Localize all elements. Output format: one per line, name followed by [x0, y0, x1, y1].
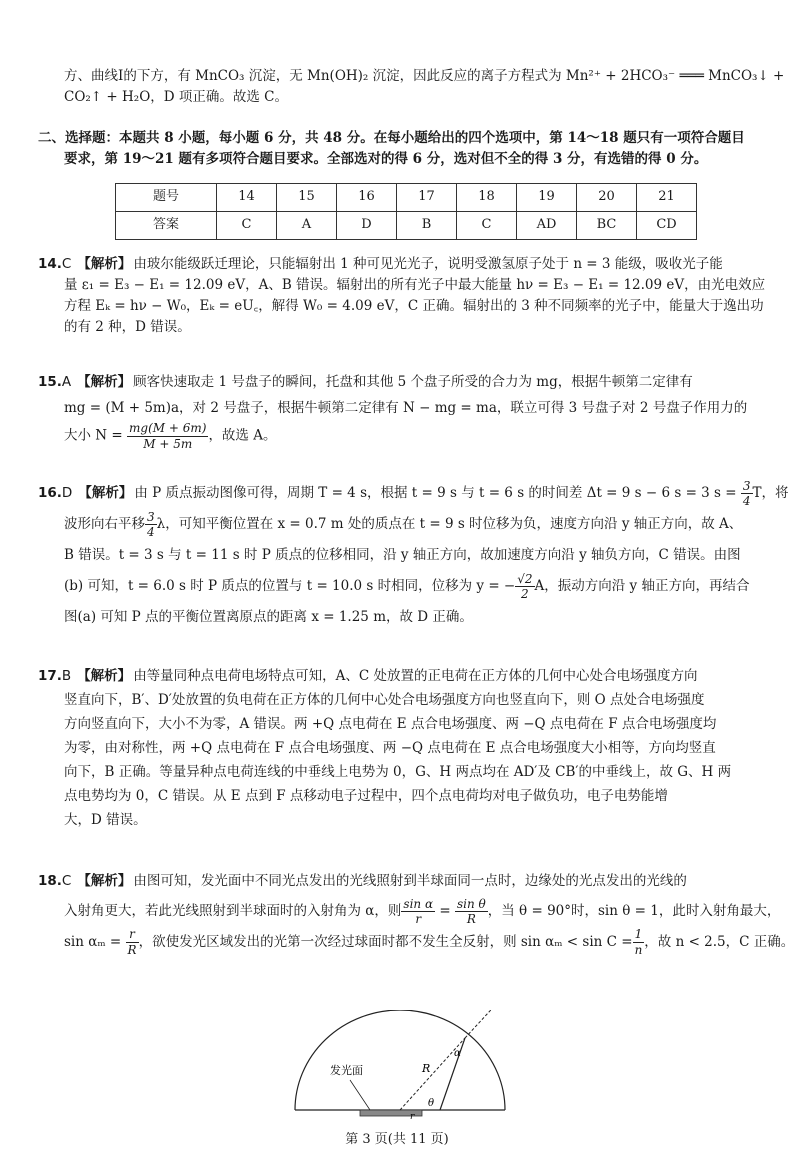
- q18-line-1: [38, 866, 758, 896]
- table-cell: C: [217, 212, 277, 240]
- question-number: 17.: [38, 668, 62, 684]
- section-line-1: 二、选择题：本题共 8 小题，每小题 6 分，共 48 分。在每小题给出的四个选项中，第 14～18 题只有一项符合题目: [38, 130, 745, 146]
- question-17: [38, 664, 758, 832]
- fraction-denominator: n: [634, 942, 643, 957]
- q17-line-7: 大，D 错误。: [64, 812, 147, 829]
- intro-line-2: CO₂↑ + H₂O，D 项正确。故选 C。: [64, 88, 289, 105]
- answer-table: [115, 183, 697, 240]
- q18-text-2a: 入射角更大，若此光线照射到半球面时的入射角为 α，则: [64, 903, 402, 920]
- q17-line-6: 点电势均为 0，C 错误。从 E 点到 F 点移动电子过程中，四个点电荷均对电子做负功，电子电势能增: [64, 788, 668, 805]
- question-16: [38, 478, 789, 633]
- fraction-denominator: M + 5m: [143, 436, 193, 451]
- fraction-denominator: r: [415, 912, 422, 927]
- question-number: 15.: [38, 374, 62, 390]
- q18-text-3b: ，欲使发光区域发出的光第一次经过球面时都不发生全反射，则 sin αₘ < sin C =: [138, 933, 633, 950]
- table-cell: BC: [577, 212, 637, 240]
- q14-line-4: 的有 2 种，D 错误。: [64, 318, 191, 335]
- alpha-label: α: [454, 1048, 461, 1059]
- fraction-denominator: 4: [147, 525, 155, 540]
- fraction-numerator: 3: [742, 478, 751, 493]
- fraction-numerator: √2: [517, 571, 533, 586]
- table-cell: 15: [277, 184, 337, 212]
- q17-line-2: 竖直向下，B′、D′处放置的负电荷在正方体的几何中心处合电场强度方向也竖直向下，则 O 点处合电场强度: [64, 692, 705, 709]
- q15-line-1: [38, 370, 758, 396]
- q17-line-3: 方向竖直向下，大小不为零，A 错误。两 +Q 点电荷在 E 点合电场强度、两 −Q 点电荷在 F 点合电场强度均: [64, 716, 717, 733]
- q18-text-1: 由图可知，发光面中不同光点发出的光线照射到半球面同一点时，边缘处的光点发出的光线的: [133, 873, 687, 889]
- table-cell: 21: [637, 184, 697, 212]
- q15-text-3b: ，故选 A。: [208, 427, 277, 444]
- question-number: 14.: [38, 256, 62, 272]
- table-cell: 20: [577, 184, 637, 212]
- q14-line-2: 量 ε₁ = E₃ − E₁ = 12.09 eV，A、B 错误。辐射出的所有光子中最大能量 hν = E₃ − E₁ = 12.09 eV，由光电效应: [64, 276, 766, 293]
- light-ray: [440, 1038, 465, 1110]
- q18-text-3c: ，故 n < 2.5，C 正确。: [644, 933, 794, 950]
- fraction-denominator: 2: [521, 587, 529, 602]
- analysis-tag: 【解析】: [77, 873, 132, 889]
- fraction-numerator: 3: [147, 509, 155, 524]
- q16-line-1: [38, 478, 789, 509]
- answer-letter: B: [61, 668, 72, 684]
- leader-line: [350, 1080, 370, 1110]
- table-header-cell: 题号: [116, 184, 217, 212]
- equals-sign: =: [439, 903, 451, 920]
- hemisphere-figure: [290, 1010, 510, 1120]
- table-cell: A: [277, 212, 337, 240]
- fraction-denominator: 4: [742, 494, 751, 508]
- page-footer: 第 3 页(共 11 页): [345, 1132, 449, 1147]
- q15-text-1: 顾客快速取走 1 号盘子的瞬间，托盘和其他 5 个盘子所受的合力为 mg，根据牛顿第二定律有: [133, 374, 693, 390]
- fraction-denominator: R: [127, 942, 137, 957]
- q18-line-3: [38, 927, 794, 957]
- theta-label: θ: [428, 1098, 435, 1109]
- table-cell: C: [457, 212, 517, 240]
- table-cell: D: [337, 212, 397, 240]
- answer-letter: C: [61, 873, 72, 889]
- q16-text-4b: A，振动方向沿 y 轴正方向，再结合: [534, 578, 750, 595]
- analysis-tag: 【解析】: [77, 668, 132, 684]
- table-cell: 17: [397, 184, 457, 212]
- analysis-tag: 【解析】: [78, 485, 133, 501]
- analysis-tag: 【解析】: [77, 374, 132, 390]
- q16-text-1a: 由 P 质点振动图像可得，周期 T = 4 s，根据 t = 9 s 与 t = 6 s 的时间差 Δt = 9 s − 6 s = 3 s =: [134, 485, 737, 501]
- question-number: 16.: [38, 485, 62, 501]
- intro-line-1: 方、曲线Ⅰ的下方，有 MnCO₃ 沉淀，无 Mn(OH)₂ 沉淀，因此反应的离子方程式为 Mn²⁺ + 2HCO₃⁻ ═══ MnCO₃↓ +: [64, 68, 785, 84]
- r-label: r: [410, 1112, 415, 1120]
- answer-letter: D: [61, 485, 73, 501]
- table-cell: B: [397, 212, 457, 240]
- answer-letter: C: [61, 256, 72, 272]
- fraction: [455, 897, 488, 927]
- fraction: [633, 927, 645, 957]
- q17-line-4: 为零，由对称性，两 +Q 点电荷在 F 点合电场强度、两 −Q 点电荷在 E 点合电场强度大小相等，方向均竖直: [64, 740, 716, 757]
- table-cell: 16: [337, 184, 397, 212]
- section-line-2: 要求，第 19～21 题有多项符合题目要求。全部选对的得 6 分，选对但不全的得 3 分，有选错的得 0 分。: [64, 150, 708, 167]
- q16-line-3: B 错误。t = 3 s 与 t = 11 s 时 P 质点的位移相同，沿 y 轴正方向，故加速度方向沿 y 轴负方向，C 错误。由图: [64, 547, 741, 564]
- question-number: 18.: [38, 873, 62, 889]
- q18-text-2b: ，当 θ = 90°时，sin θ = 1，此时入射角最大，: [487, 903, 781, 920]
- table-cell: 14: [217, 184, 277, 212]
- intro-paragraph: [64, 66, 785, 108]
- fraction-numerator: 1: [633, 927, 645, 942]
- section-heading: [38, 128, 758, 170]
- q16-line-5: 图(a) 可知 P 点的平衡位置离原点的距离 x = 1.25 m，故 D 正确。: [64, 609, 473, 626]
- q16-text-4a: (b) 可知，t = 6.0 s 时 P 质点的位置与 t = 10.0 s 时相同，位移为 y = −: [64, 578, 516, 595]
- q15-line-2: mg = (M + 5m)a，对 2 号盘子，根据牛顿第二定律有 N − mg = ma，联立可得 3 号盘子对 2 号盘子作用力的: [64, 399, 748, 416]
- fraction-numerator: mg(M + 6m): [129, 421, 207, 436]
- fraction-denominator: R: [466, 912, 476, 927]
- analysis-tag: 【解析】: [77, 256, 132, 272]
- table-cell: AD: [517, 212, 577, 240]
- question-18: [38, 866, 794, 957]
- question-15: [38, 370, 758, 451]
- table-cell: 18: [457, 184, 517, 212]
- fraction: [145, 510, 157, 540]
- fraction: [126, 927, 139, 957]
- table-header-cell: 答案: [116, 212, 217, 240]
- fraction: [741, 479, 753, 509]
- q17-line-5: 向下，B 正确。等量异种点电荷连线的中垂线上电势为 0，G、H 两点均在 AD′及 CB′的中垂线上，故 G、H 两: [64, 764, 732, 781]
- q14-text-1: 由玻尔能级跃迁理论，只能辐射出 1 种可见光光子，说明受激氢原子处于 n = 3 能级，吸收光子能: [133, 256, 723, 272]
- q16-text-2b: λ，可知平衡位置在 x = 0.7 m 处的质点在 t = 9 s 时位移为负，速度方向沿 y 轴正方向，故 A、: [156, 516, 743, 533]
- q17-line-1: [38, 664, 758, 688]
- question-14: [38, 254, 766, 338]
- q14-line-3: 方程 Eₖ = hν − W₀，Eₖ = eU꜀，解得 W₀ = 4.09 eV，C 正确。辐射出的 3 种不同频率的光子中，能量大于逸出功: [64, 297, 764, 314]
- q16-line-2: [38, 509, 758, 540]
- fraction-numerator: r: [126, 927, 139, 942]
- q16-line-4: [38, 571, 758, 602]
- q16-text-1b: T，将: [752, 485, 789, 501]
- normal-extension: [465, 1010, 500, 1038]
- answer-table-row-numbers: [116, 184, 697, 212]
- table-cell: CD: [637, 212, 697, 240]
- q15-line-3: [38, 421, 758, 451]
- q15-text-3a: 大小 N =: [64, 427, 123, 444]
- fraction: [127, 421, 208, 451]
- answer-table-row-answers: [116, 212, 697, 240]
- q18-line-2: [38, 896, 781, 927]
- q17-text-1: 由等量同种点电荷电场特点可知，A、C 处放置的正电荷在正方体的几何中心处合电场强度方向: [133, 668, 698, 684]
- q16-text-2a: 波形向右平移: [64, 516, 145, 533]
- q18-text-3a: sin αₘ =: [64, 933, 122, 950]
- q14-line-1: [38, 254, 758, 275]
- fraction: [401, 897, 435, 927]
- radius-label: R: [422, 1062, 431, 1075]
- table-cell: 19: [517, 184, 577, 212]
- fraction: [515, 572, 534, 602]
- fraction-numerator: sin α: [403, 896, 434, 911]
- hemisphere-arc: [295, 1010, 505, 1110]
- fraction-numerator: sin θ: [456, 896, 486, 911]
- light-face-label: 发光面: [330, 1064, 363, 1077]
- answer-letter: A: [61, 374, 72, 390]
